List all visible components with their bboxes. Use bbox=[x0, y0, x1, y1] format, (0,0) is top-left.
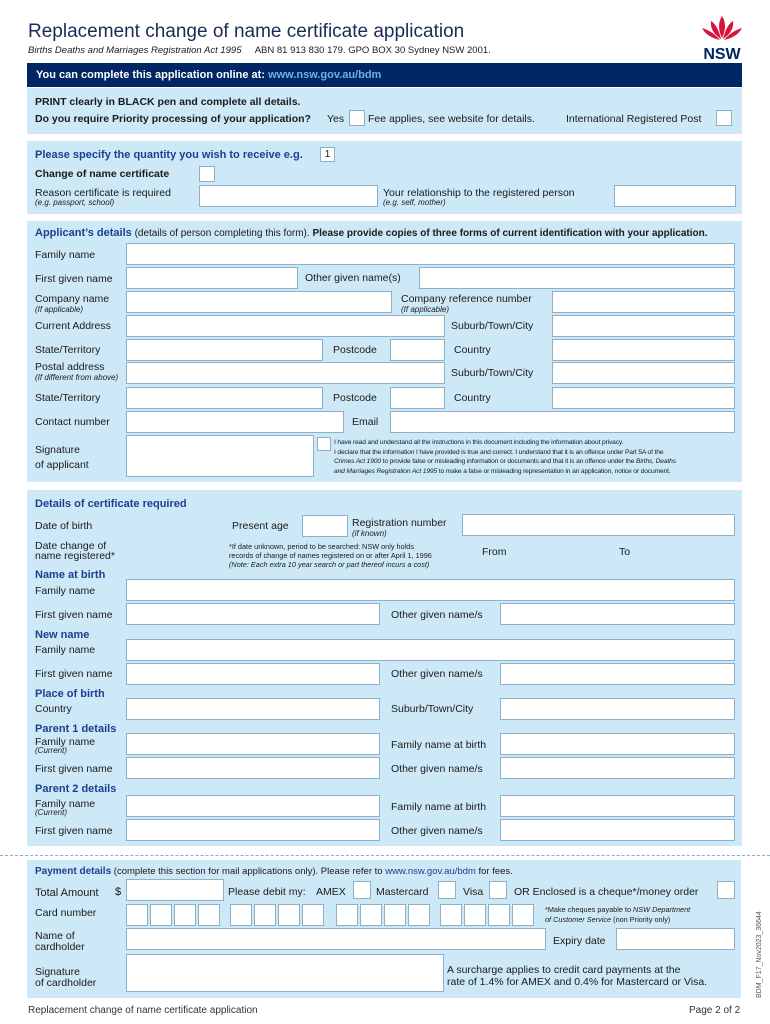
birth-family-name-label: Family name bbox=[35, 585, 96, 597]
visa-label: Visa bbox=[463, 886, 484, 898]
mastercard-checkbox[interactable] bbox=[438, 881, 456, 899]
current-suburb-input[interactable] bbox=[552, 315, 735, 337]
card-digit-cell[interactable] bbox=[126, 904, 148, 926]
reg-number-hint: (if known) bbox=[352, 529, 387, 538]
birth-other-given-label: Other given name/s bbox=[391, 609, 483, 621]
birth-country-input[interactable] bbox=[126, 698, 380, 720]
card-digit-cell[interactable] bbox=[336, 904, 358, 926]
cardholder-name-input[interactable] bbox=[126, 928, 546, 950]
dob-label: Date of birth bbox=[35, 520, 93, 532]
intro-panel bbox=[27, 88, 742, 134]
cardholder-name-label: Name of bbox=[35, 930, 75, 942]
company-ref-if-applicable: (If applicable) bbox=[401, 305, 450, 314]
expiry-date-label: Expiry date bbox=[553, 935, 606, 947]
parent2-family-name-label: Family name bbox=[35, 798, 96, 810]
company-ref-input[interactable] bbox=[552, 291, 735, 313]
company-if-applicable: (If applicable) bbox=[35, 305, 84, 314]
birth-country-label: Country bbox=[35, 703, 72, 715]
payment-heading: Payment details (complete this section for mail applications only). Please refer to www.nsw.gov.au/bdm for fees. bbox=[35, 866, 513, 877]
date-change-label: Date change of bbox=[35, 540, 107, 552]
present-age-label: Present age bbox=[232, 520, 289, 532]
current-state-input[interactable] bbox=[126, 339, 323, 361]
current-state-label: State/Territory bbox=[35, 344, 101, 356]
amex-checkbox[interactable] bbox=[353, 881, 371, 899]
certificate-heading: Details of certificate required bbox=[35, 498, 187, 510]
company-name-label: Company name bbox=[35, 293, 110, 305]
birth-other-given-input[interactable] bbox=[500, 603, 735, 625]
applicant-other-given-label: Other given name(s) bbox=[305, 272, 401, 284]
cardholder-name-label-2: cardholder bbox=[35, 941, 85, 953]
card-digit-cell[interactable] bbox=[464, 904, 486, 926]
card-digit-cell[interactable] bbox=[150, 904, 172, 926]
card-digit-cell[interactable] bbox=[254, 904, 276, 926]
card-digit-cell[interactable] bbox=[198, 904, 220, 926]
declaration-text: I have read and understand all the instructions in this document including the information about privacy. I declare that the information I have provided is true and correct. I understand that it is an offence under Part 5A of the Crimes Act 1900 to provide false or misleading information or documents and that it is an offence under the Births, Deaths and Marriages Registration Act 1995 to make a false or misleading representation in an application, notice or document. bbox=[334, 439, 676, 475]
cheque-label: OR Enclosed is a cheque*/money order bbox=[514, 886, 699, 898]
birth-first-given-input[interactable] bbox=[126, 603, 380, 625]
reg-number-input[interactable] bbox=[462, 514, 735, 536]
parent1-current-hint: (Current) bbox=[35, 746, 68, 755]
birth-suburb-input[interactable] bbox=[500, 698, 735, 720]
postal-country-input[interactable] bbox=[552, 387, 735, 409]
page-title: Replacement change of name certificate application bbox=[28, 21, 465, 42]
postal-address-input[interactable] bbox=[126, 362, 445, 384]
parent1-first-given-label: First given name bbox=[35, 763, 113, 775]
form-code: BDM_F17_Nov2023_36644 bbox=[756, 911, 763, 998]
birth-first-given-label: First given name bbox=[35, 609, 113, 621]
name-at-birth-heading: Name at birth bbox=[35, 569, 106, 581]
contact-number-input[interactable] bbox=[126, 411, 344, 433]
birth-family-name-input[interactable] bbox=[126, 579, 735, 601]
postal-state-input[interactable] bbox=[126, 387, 323, 409]
card-digit-cell[interactable] bbox=[488, 904, 510, 926]
visa-checkbox[interactable] bbox=[489, 881, 507, 899]
current-address-label: Current Address bbox=[35, 320, 111, 332]
priority-yes-label: Yes bbox=[327, 113, 345, 125]
change-cert-label: Change of name certificate bbox=[35, 168, 170, 180]
intl-post-checkbox[interactable] bbox=[716, 110, 732, 126]
parent1-first-given-input[interactable] bbox=[126, 757, 380, 779]
postal-address-label: Postal address bbox=[35, 361, 105, 373]
present-age-input[interactable] bbox=[302, 515, 348, 537]
waratah-icon bbox=[698, 14, 746, 44]
card-digit-cell[interactable] bbox=[512, 904, 534, 926]
quantity-heading: Please specify the quantity you wish to receive e.g. bbox=[35, 149, 303, 161]
parent1-other-given-input[interactable] bbox=[500, 757, 735, 779]
card-digit-cell[interactable] bbox=[174, 904, 196, 926]
reason-hint: (e.g. passport, school) bbox=[35, 198, 115, 207]
new-family-name-input[interactable] bbox=[126, 639, 735, 661]
current-country-label: Country bbox=[454, 344, 491, 356]
parent2-first-given-label: First given name bbox=[35, 825, 113, 837]
new-first-given-input[interactable] bbox=[126, 663, 380, 685]
card-digit-cell[interactable] bbox=[302, 904, 324, 926]
applicant-family-name-label: Family name bbox=[35, 249, 96, 261]
postal-postcode-label: Postcode bbox=[333, 392, 377, 404]
act-reference: Births Deaths and Marriages Registration Act 1995 ABN 81 913 830 179. GPO BOX 30 Sydney NSW 2001. bbox=[28, 45, 491, 56]
cardholder-signature-label-2: of cardholder bbox=[35, 977, 97, 989]
reason-input[interactable] bbox=[199, 185, 378, 207]
new-family-name-label: Family name bbox=[35, 644, 96, 656]
dollar-sign: $ bbox=[115, 886, 122, 898]
nsw-logo bbox=[698, 14, 746, 64]
payment-fees-link[interactable]: www.nsw.gov.au/bdm bbox=[385, 866, 476, 877]
parent2-family-name-input[interactable] bbox=[126, 795, 380, 817]
postal-suburb-label: Suburb/Town/City bbox=[451, 367, 534, 379]
email-input[interactable] bbox=[390, 411, 735, 433]
new-other-given-label: Other given name/s bbox=[391, 668, 483, 680]
applicant-first-given-label: First given name bbox=[35, 273, 113, 285]
expiry-date-input[interactable] bbox=[616, 928, 735, 950]
new-name-heading: New name bbox=[35, 629, 90, 641]
online-banner: You can complete this application online at: www.nsw.gov.au/bdm bbox=[27, 63, 742, 87]
card-digit-cell[interactable] bbox=[408, 904, 430, 926]
current-postcode-input[interactable] bbox=[390, 339, 445, 361]
postal-state-label: State/Territory bbox=[35, 392, 101, 404]
total-amount-label: Total Amount bbox=[35, 887, 99, 899]
card-digit-cell[interactable] bbox=[230, 904, 252, 926]
applicant-family-name-input[interactable] bbox=[126, 243, 735, 265]
surcharge-note: A surcharge applies to credit card payments at the rate of 1.4% for AMEX and 0.4% for Mastercard or Visa. bbox=[447, 964, 708, 988]
parent2-family-at-birth-label: Family name at birth bbox=[391, 801, 487, 813]
current-address-input[interactable] bbox=[126, 315, 445, 337]
card-digit-cell[interactable] bbox=[278, 904, 300, 926]
new-other-given-input[interactable] bbox=[500, 663, 735, 685]
parent2-other-given-label: Other given name/s bbox=[391, 825, 483, 837]
place-of-birth-heading: Place of birth bbox=[35, 688, 105, 700]
declaration-checkbox[interactable] bbox=[317, 437, 331, 451]
parent2-first-given-input[interactable] bbox=[126, 819, 380, 841]
total-amount-input[interactable] bbox=[126, 879, 224, 901]
postal-country-label: Country bbox=[454, 392, 491, 404]
footer-page-number: Page 2 of 2 bbox=[689, 1005, 741, 1016]
print-instruction: PRINT clearly in BLACK pen and complete all details. bbox=[35, 96, 301, 108]
parent1-family-at-birth-label: Family name at birth bbox=[391, 739, 487, 751]
applicant-other-given-input[interactable] bbox=[419, 267, 735, 289]
intl-post-label: International Registered Post bbox=[566, 113, 702, 125]
company-ref-label: Company reference number bbox=[401, 293, 532, 305]
applicant-signature-label-2: of applicant bbox=[35, 459, 89, 471]
mastercard-label: Mastercard bbox=[376, 886, 429, 898]
parent2-family-at-birth-input[interactable] bbox=[500, 795, 735, 817]
parent1-family-name-label: Family name bbox=[35, 736, 96, 748]
postal-if-different: (If different from above) bbox=[35, 373, 119, 382]
new-first-given-label: First given name bbox=[35, 668, 113, 680]
cardholder-signature-box[interactable] bbox=[126, 954, 444, 992]
footer-form-name: Replacement change of name certificate application bbox=[28, 1005, 258, 1016]
priority-yes-checkbox[interactable] bbox=[349, 110, 365, 126]
priority-question: Do you require Priority processing of your application? bbox=[35, 113, 311, 125]
parent2-heading: Parent 2 details bbox=[35, 783, 117, 795]
current-postcode-label: Postcode bbox=[333, 344, 377, 356]
applicant-signature-box[interactable] bbox=[126, 435, 314, 477]
parent1-heading: Parent 1 details bbox=[35, 723, 117, 735]
from-label: From bbox=[482, 546, 507, 558]
priority-fee-note: Fee applies, see website for details. bbox=[368, 113, 535, 125]
parent1-family-name-input[interactable] bbox=[126, 733, 380, 755]
date-change-label-2: name registered* bbox=[35, 550, 115, 562]
email-label: Email bbox=[352, 416, 379, 428]
birth-suburb-label: Suburb/Town/City bbox=[391, 703, 474, 715]
cheque-payable-note: *Make cheques payable to NSW Department of Customer Service (non Priority only) bbox=[545, 905, 691, 924]
current-suburb-label: Suburb/Town/City bbox=[451, 320, 534, 332]
company-name-input[interactable] bbox=[126, 291, 392, 313]
amex-label: AMEX bbox=[316, 886, 346, 898]
postal-postcode-input[interactable] bbox=[390, 387, 445, 409]
relationship-input[interactable] bbox=[614, 185, 736, 207]
quantity-example-box: 1 bbox=[320, 147, 335, 162]
applicant-first-given-input[interactable] bbox=[126, 267, 298, 289]
card-digit-cell[interactable] bbox=[360, 904, 382, 926]
current-country-input[interactable] bbox=[552, 339, 735, 361]
change-cert-quantity[interactable] bbox=[199, 166, 215, 182]
parent1-other-given-label: Other given name/s bbox=[391, 763, 483, 775]
bdm-website-link[interactable]: www.nsw.gov.au/bdm bbox=[268, 69, 382, 81]
cardholder-signature-label: Signature bbox=[35, 966, 80, 978]
card-digit-cell[interactable] bbox=[440, 904, 462, 926]
contact-number-label: Contact number bbox=[35, 416, 110, 428]
applicant-signature-label: Signature bbox=[35, 444, 80, 456]
applicant-heading: Applicant’s details (details of person completing this form). Please provide copies of three forms of current identification with your application. bbox=[35, 227, 708, 239]
cut-line bbox=[0, 855, 770, 856]
reg-number-label: Registration number bbox=[352, 517, 447, 529]
relationship-hint: (e.g. self, mother) bbox=[383, 198, 446, 207]
search-period-note: *If date unknown, period to be searched: NSW only holds records of change of names registered on or after April 1, 1996 (Note: Each extra 10 year search or part thereof incurs a cost) bbox=[229, 542, 432, 569]
card-digit-cell[interactable] bbox=[384, 904, 406, 926]
cheque-checkbox[interactable] bbox=[717, 881, 735, 899]
debit-label: Please debit my: bbox=[228, 886, 306, 898]
card-number-label: Card number bbox=[35, 907, 97, 919]
parent2-other-given-input[interactable] bbox=[500, 819, 735, 841]
reason-label: Reason certificate is required bbox=[35, 187, 171, 199]
parent2-current-hint: (Current) bbox=[35, 808, 68, 817]
relationship-label: Your relationship to the registered person bbox=[383, 187, 575, 199]
postal-suburb-input[interactable] bbox=[552, 362, 735, 384]
nsw-logo-text: NSW bbox=[703, 46, 741, 63]
parent1-family-at-birth-input[interactable] bbox=[500, 733, 735, 755]
to-label: To bbox=[619, 546, 631, 558]
